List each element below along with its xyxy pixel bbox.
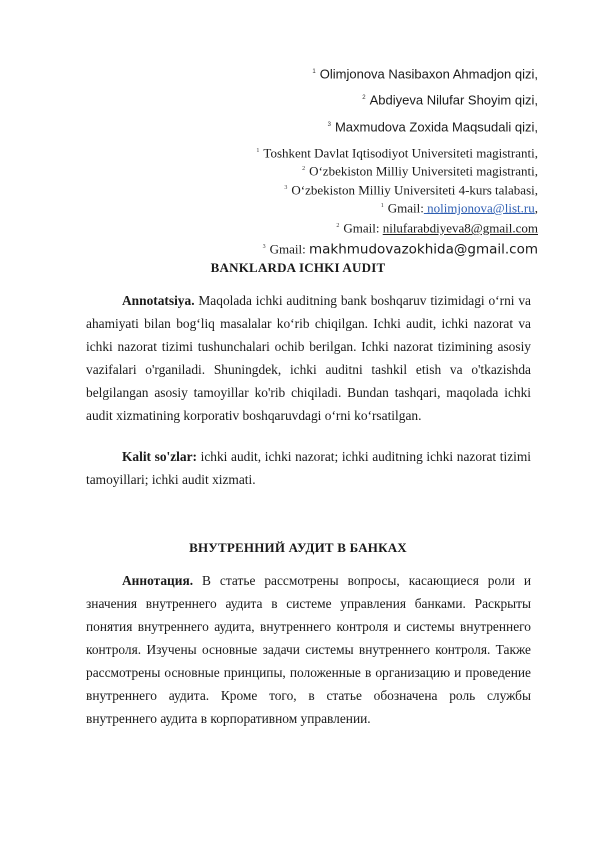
email-2	[256, 218, 538, 236]
email-2-index: 2	[336, 223, 340, 230]
uz-abstract-text: Maqolada ichki auditning bank boshqaruv tizimidagi o‘rni va ahamiyati bilan bog‘liq masalalar ko‘rib chiqilgan. Ichki audit, ichki nazorat va ichki nazorat tizimi tushunchalari ochib berilgan. Ichki nazorat tizimining asosiy vazifalari o'rganiladi. Shuningdek, ichki auditni tashkil etish va o'tkazishda belgilangan asosiy tamoyillar ko'rib chiqiladi. Bundan tashqari, maqolada ichki audit xizmatining korporativ boshqaruvdagi o‘rni ko‘rsatilgan.	[86, 293, 531, 423]
affiliation-1-index: 1	[256, 147, 260, 154]
author-1-name: Olimjonova Nasibaxon Ahmadjon qizi,	[319, 66, 538, 82]
email-1	[256, 198, 538, 216]
ru-title: ВНУТРЕННИЙ АУДИТ В БАНКАХ	[189, 540, 407, 555]
affiliation-1-text: Toshkent Davlat Iqtisodiyot Universiteti magistranti,	[263, 145, 538, 161]
email-2-label: Gmail:	[343, 220, 380, 236]
author-1	[256, 60, 538, 86]
email-1-index: 1	[380, 202, 384, 209]
author-block	[256, 60, 538, 258]
affiliation-1	[256, 143, 538, 161]
author-3-index: 3	[327, 121, 331, 128]
author-2-name: Abdiyeva Nilufar Shoyim qizi,	[369, 92, 538, 108]
author-1-index: 1	[312, 69, 316, 75]
uz-keywords-text: ichki audit, ichki nazorat; ichki auditning ichki nazorat tizimi tamoyillari; ichki audit xizmati.	[86, 449, 532, 487]
author-2	[256, 86, 538, 112]
uz-keywords-label: Kalit so'zlar:	[122, 449, 198, 464]
affiliation-2-text: O‘zbekiston Milliy Universiteti magistranti,	[309, 163, 538, 179]
email-3-address[interactable]: makhmudovazokhida@gmail.com	[308, 240, 538, 257]
affiliation-2-index: 2	[302, 166, 306, 173]
affiliation-2	[256, 161, 538, 179]
email-2-link[interactable]: nilufarabdiyeva8@gmail.com	[382, 220, 538, 236]
ru-abstract-label: Аннотация.	[122, 573, 194, 588]
email-1-link[interactable]: nolimjonova@list.ru	[423, 200, 535, 216]
affiliation-3-index: 3	[284, 184, 288, 191]
email-3-index: 3	[262, 243, 266, 250]
author-3-name: Maxmudova Zoxida Maqsudali qizi,	[334, 118, 538, 134]
uz-keywords	[86, 445, 531, 491]
email-3-label: Gmail:	[269, 240, 306, 256]
email-1-label: Gmail:	[387, 200, 424, 216]
uz-title: BANKLARDA ICHKI AUDIT	[210, 260, 386, 275]
uz-abstract-label: Annotatsiya.	[122, 293, 195, 308]
author-3	[256, 113, 538, 139]
email-3	[256, 239, 538, 258]
email-1-suffix: ,	[534, 200, 538, 216]
ru-abstract-text: В статье рассмотрены вопросы, касающиеся роли и значения внутреннего аудита в системе управления банками. Раскрыты понятия внутреннего аудита, внутреннего контроля и системы внутреннего контроля. Изучены основные задачи системы внутреннего контроля. Также рассмотрены основные принципы, положенные в организацию и проведение внутреннего аудита. Кроме того, в статье обозначена роль службы внутреннего аудита в корпоративном управлении.	[86, 573, 531, 726]
affiliation-3	[256, 180, 538, 198]
ru-abstract	[86, 569, 531, 730]
uz-abstract	[86, 289, 531, 427]
author-2-index: 2	[362, 95, 366, 102]
affiliation-3-text: O‘zbekiston Milliy Universiteti 4-kurs talabasi,	[291, 181, 538, 197]
